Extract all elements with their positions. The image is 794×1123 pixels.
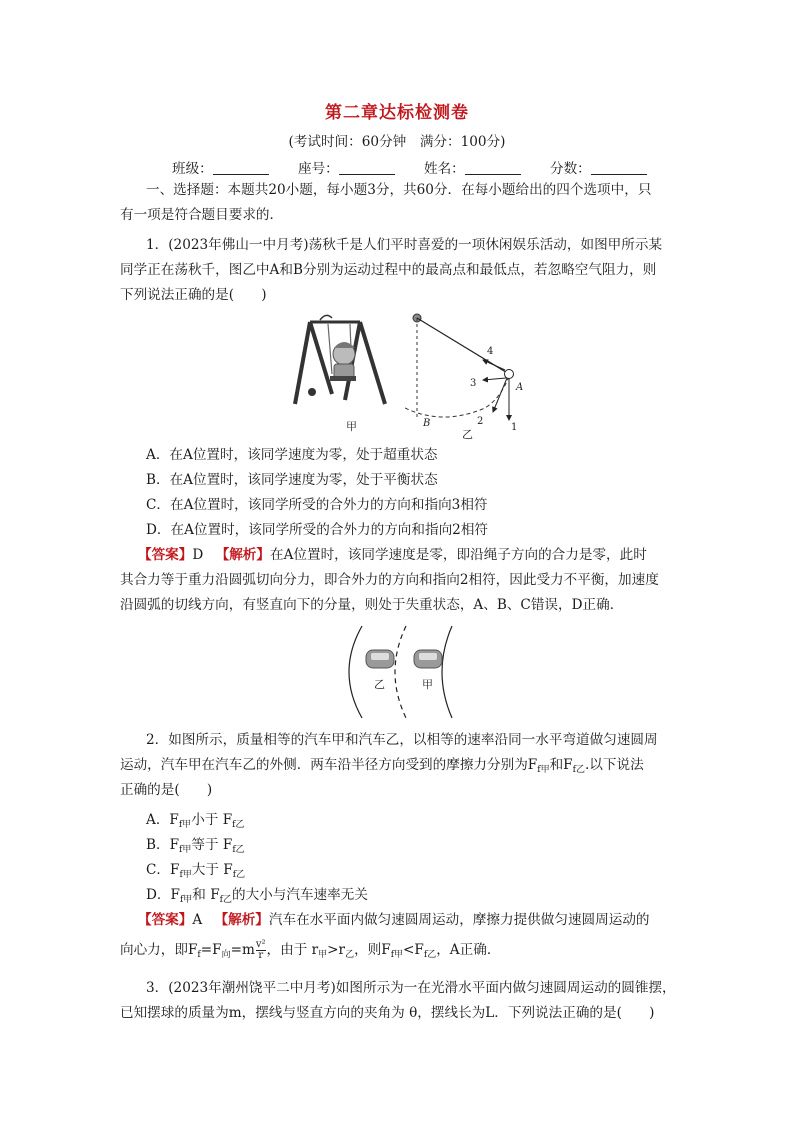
q2-opt-c-part2: 大于 F bbox=[191, 862, 233, 878]
q2-option-d bbox=[146, 885, 706, 910]
score-blank bbox=[591, 160, 647, 175]
curved-road-diagram bbox=[340, 622, 475, 722]
q1-analysis-line3: 沿圆弧的切线方向，有竖直向下的分量，则处于失重状态，A、B、C错误，D正确． bbox=[120, 597, 624, 613]
name-field bbox=[424, 157, 521, 177]
swing-illustration bbox=[290, 312, 400, 432]
q3-stem-line2: 已知摆球的质量为m，摆线与竖直方向的夹角为 θ，摆线长为L．下列说法正确的是( ) bbox=[120, 1005, 655, 1021]
q2-an2-sub-r-jia: 甲 bbox=[318, 950, 328, 960]
seat-field bbox=[298, 157, 395, 177]
pendulum-force-diagram bbox=[405, 308, 535, 443]
name-label: 姓名： bbox=[424, 161, 465, 177]
q1-option-d: D．在A位置时，该同学所受的合外力的方向和指向2相符 bbox=[146, 522, 489, 538]
q2-opt-c-sub1: f甲 bbox=[179, 870, 192, 880]
q2-opt-c-part1: C．F bbox=[146, 862, 180, 878]
q2-opt-d-part1: D．F bbox=[146, 887, 180, 903]
fig-label-2: 2 bbox=[477, 416, 484, 427]
fig-label-1: 1 bbox=[511, 422, 518, 433]
q2-stem-line3: 正确的是( ) bbox=[120, 782, 213, 798]
answer-tag: 【答案】 bbox=[138, 547, 193, 563]
car-jia-icon bbox=[414, 650, 442, 668]
fig-label-jia: 甲 bbox=[346, 420, 357, 432]
q2-an2-d: ，由于 r bbox=[266, 942, 319, 958]
q1-stem-line2: 同学正在荡秋千，图乙中A和B分别为运动过程中的最高点和最低点，若忽略空气阻力，则 bbox=[120, 262, 657, 278]
exam-subtitle: (考试时间：60分钟 满分：100分) bbox=[288, 134, 506, 150]
q1-option-c: C．在A位置时，该同学所受的合外力的方向和指向3相符 bbox=[146, 497, 488, 513]
q2-an2-sub-r-yi: 乙 bbox=[345, 950, 355, 960]
frac-numerator: v² bbox=[255, 939, 266, 950]
q1-stem-line3: 下列说法正确的是( ) bbox=[120, 287, 267, 303]
fig-label-yi: 乙 bbox=[462, 428, 473, 441]
q2-an2-c: =m bbox=[230, 942, 255, 958]
sub-f-yi: f乙 bbox=[572, 765, 585, 775]
q2-opt-a-sub2: f乙 bbox=[232, 820, 245, 830]
q2-opt-d-part2: 和 F bbox=[192, 887, 220, 903]
section1-line1: 一、选择题：本题共20小题，每小题3分，共60分．在每小题给出的四个选项中，只 bbox=[146, 182, 652, 198]
class-label: 班级： bbox=[172, 161, 213, 177]
sub-f-jia: f甲 bbox=[537, 765, 550, 775]
frac-denominator: r bbox=[256, 950, 266, 961]
q2-an2-sub-fjia: f甲 bbox=[390, 950, 404, 960]
q2-answer-line bbox=[138, 910, 698, 930]
q2-an2-sub-xiang: 向 bbox=[221, 950, 231, 960]
q2-stem-line2-b: 和F bbox=[549, 757, 573, 773]
q2-answer: A bbox=[192, 912, 203, 928]
q2-option-b bbox=[146, 835, 706, 860]
q2-opt-a-sub1: f甲 bbox=[178, 820, 192, 830]
q2-stem-line2 bbox=[120, 755, 680, 780]
fig-label-B: B bbox=[423, 418, 431, 429]
q1-answer: D bbox=[192, 547, 204, 563]
q1-analysis-line2: 其合力等于重力沿圆弧切向分力，即合外力的方向和指向2相符，因此受力不平衡，加速度 bbox=[120, 572, 659, 588]
answer-tag: 【答案】 bbox=[138, 912, 193, 928]
q2-option-c bbox=[146, 860, 706, 885]
q2-opt-d-part3: 的大小与汽车速率无关 bbox=[231, 887, 368, 903]
q2-option-a bbox=[146, 810, 706, 835]
q2-an2-f: ，则F bbox=[354, 942, 391, 958]
q2-an2-h: ，A正确． bbox=[436, 942, 501, 958]
q2-opt-a-part1: A．F bbox=[146, 812, 179, 828]
road-label-jia: 甲 bbox=[422, 678, 433, 691]
q2-an2-sub-fyi: f乙 bbox=[423, 950, 437, 960]
q2-an2-e: >r bbox=[327, 942, 346, 958]
car-yi-icon bbox=[366, 650, 394, 668]
score-label: 分数： bbox=[550, 161, 591, 177]
q2-analysis-line2 bbox=[120, 938, 680, 967]
q1-option-b: B．在A位置时，该同学速度为零，处于平衡状态 bbox=[146, 472, 438, 488]
road-label-yi: 乙 bbox=[374, 678, 385, 691]
analysis-tag: 【解析】 bbox=[215, 547, 270, 563]
q1-analysis-line1: 在A位置时，该同学速度是零，即沿绳子方向的合力是零，此时 bbox=[269, 547, 647, 563]
q2-opt-d-sub1: f甲 bbox=[179, 895, 193, 905]
q2-stem-line1: 2．如图所示，质量相等的汽车甲和汽车乙，以相等的速率沿同一水平弯道做匀速圆周 bbox=[146, 732, 658, 748]
q2-stem-line2-a: 运动，汽车甲在汽车乙的外侧．两车沿半径方向受到的摩擦力分别为F bbox=[120, 757, 538, 773]
q2-opt-b-part2: 等于 F bbox=[191, 837, 233, 853]
v2-over-r-fraction bbox=[256, 940, 266, 961]
q2-an2-a: 向心力，即F bbox=[120, 942, 198, 958]
section1-line2: 有一项是符合题目要求的． bbox=[120, 207, 284, 223]
class-field bbox=[172, 157, 269, 177]
score-field bbox=[550, 157, 647, 177]
q1-answer-line bbox=[138, 545, 698, 565]
seat-label: 座号： bbox=[298, 161, 339, 177]
analysis-tag: 【解析】 bbox=[214, 912, 269, 928]
q2-an2-g: <F bbox=[403, 942, 424, 958]
q2-stem-line2-c: .以下说法 bbox=[584, 757, 644, 773]
q2-opt-b-sub2: f乙 bbox=[232, 845, 245, 855]
q1-stem-line1: 1．(2023年佛山一中月考)荡秋千是人们平时喜爱的一项休闲娱乐活动，如图甲所示某 bbox=[146, 237, 663, 253]
q2-an2-sub-f: f bbox=[197, 950, 201, 960]
fig-label-A: A bbox=[516, 382, 524, 393]
q3-stem-line1: 3．(2023年潮州饶平二中月考)如图所示为一在光滑水平面内做匀速圆周运动的圆锥摆， bbox=[146, 980, 676, 996]
q1-option-a: A．在A位置时，该同学速度为零，处于超重状态 bbox=[146, 447, 438, 463]
fig-label-3: 3 bbox=[470, 378, 477, 389]
name-blank bbox=[465, 160, 521, 175]
q2-an2-b: =F bbox=[200, 942, 222, 958]
q2-opt-b-sub1: f甲 bbox=[179, 845, 192, 855]
q2-opt-b-part1: B．F bbox=[146, 837, 180, 853]
q2-opt-d-sub2: f乙 bbox=[219, 895, 232, 905]
q2-analysis-line1: 汽车在水平面内做匀速圆周运动，摩擦力提供做匀速圆周运动的 bbox=[268, 912, 650, 928]
seat-blank bbox=[339, 160, 395, 175]
fig-label-4: 4 bbox=[487, 346, 494, 357]
page-title: 第二章达标检测卷 bbox=[325, 103, 469, 123]
q2-opt-c-sub2: f乙 bbox=[232, 870, 246, 880]
class-blank bbox=[213, 160, 269, 175]
q2-opt-a-part2: 小于 F bbox=[191, 812, 233, 828]
